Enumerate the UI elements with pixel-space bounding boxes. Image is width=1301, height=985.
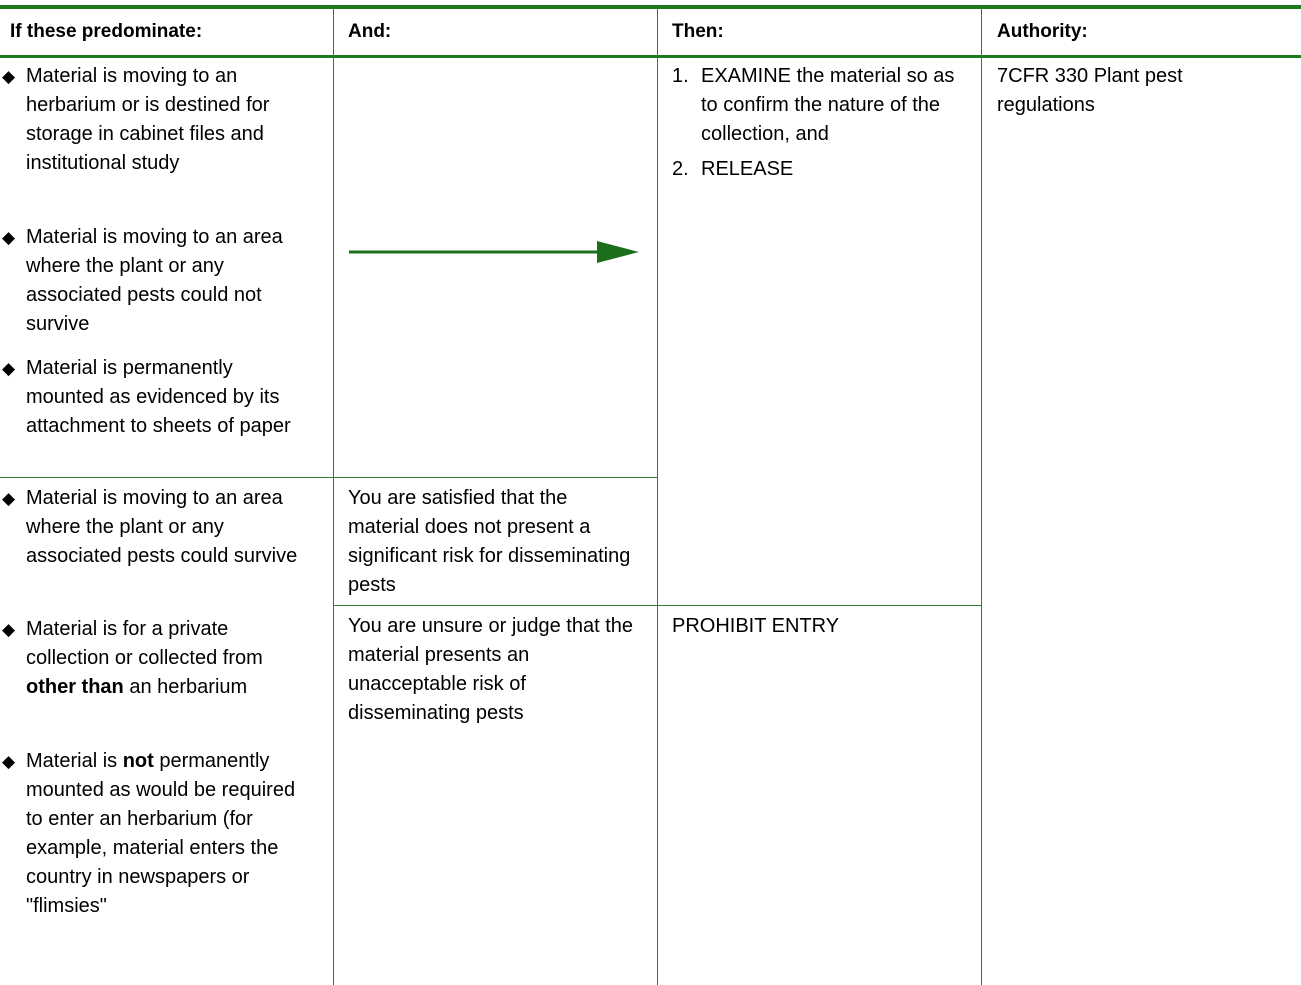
header-rule bbox=[0, 55, 1301, 58]
and-condition-satisfied: You are satisfied that the material does not present a significant risk for disseminating pests bbox=[348, 487, 631, 596]
diamond-bullet-icon: ◆ bbox=[2, 67, 16, 86]
table-top-rule bbox=[0, 5, 1301, 9]
column-divider bbox=[657, 9, 658, 985]
header-if-these-predominate: If these predominate: bbox=[10, 21, 203, 42]
list-item bbox=[2, 354, 314, 441]
diamond-bullet-icon: ◆ bbox=[2, 620, 16, 639]
bullet-text: permanently mounted as would be required to enter an herbarium (for example, material enters the country in newspapers or "flimsies" bbox=[26, 750, 296, 917]
step-text: EXAMINE the material so as to confirm the nature of the collection, and bbox=[701, 65, 955, 145]
diamond-bullet-icon: ◆ bbox=[2, 228, 16, 247]
bullet-emphasis: not bbox=[122, 750, 154, 772]
step-number: 1. bbox=[672, 65, 689, 87]
step-number: 2. bbox=[672, 158, 689, 180]
bullet-text: an herbarium bbox=[123, 676, 248, 698]
diamond-bullet-icon: ◆ bbox=[2, 752, 16, 771]
bullet-text: Material is permanently mounted as evidenced by its attachment to sheets of paper bbox=[26, 357, 291, 437]
list-item bbox=[2, 484, 314, 571]
list-item bbox=[2, 747, 314, 921]
bullet-text: Material is moving to an area where the plant or any associated pests could survive bbox=[26, 487, 298, 567]
header-then: Then: bbox=[672, 21, 724, 42]
bullet-text: Material is bbox=[26, 750, 123, 772]
column-divider bbox=[981, 9, 982, 985]
list-item bbox=[2, 615, 314, 702]
step-text: RELEASE bbox=[701, 158, 794, 180]
row-divider bbox=[0, 477, 657, 478]
then-prohibit-entry: PROHIBIT ENTRY bbox=[672, 615, 840, 637]
diamond-bullet-icon: ◆ bbox=[2, 359, 16, 378]
authority-text: 7CFR 330 Plant pest regulations bbox=[997, 65, 1183, 116]
header-authority: Authority: bbox=[997, 21, 1088, 42]
list-item bbox=[2, 223, 314, 339]
and-condition-unsure: You are unsure or judge that the material presents an unacceptable risk of disseminating pests bbox=[348, 615, 634, 724]
header-and: And: bbox=[348, 21, 392, 42]
diamond-bullet-icon: ◆ bbox=[2, 489, 16, 508]
bullet-text: Material is for a private collection or collected from bbox=[26, 618, 263, 669]
bullet-text: Material is moving to an herbarium or is destined for storage in cabinet files and institutional study bbox=[26, 65, 270, 174]
list-item bbox=[2, 62, 314, 178]
column-divider bbox=[333, 9, 334, 985]
row-divider bbox=[333, 605, 981, 606]
right-arrow-icon bbox=[349, 237, 641, 267]
bullet-text: Material is moving to an area where the plant or any associated pests could not survive bbox=[26, 226, 283, 335]
bullet-emphasis: other than bbox=[26, 676, 124, 698]
